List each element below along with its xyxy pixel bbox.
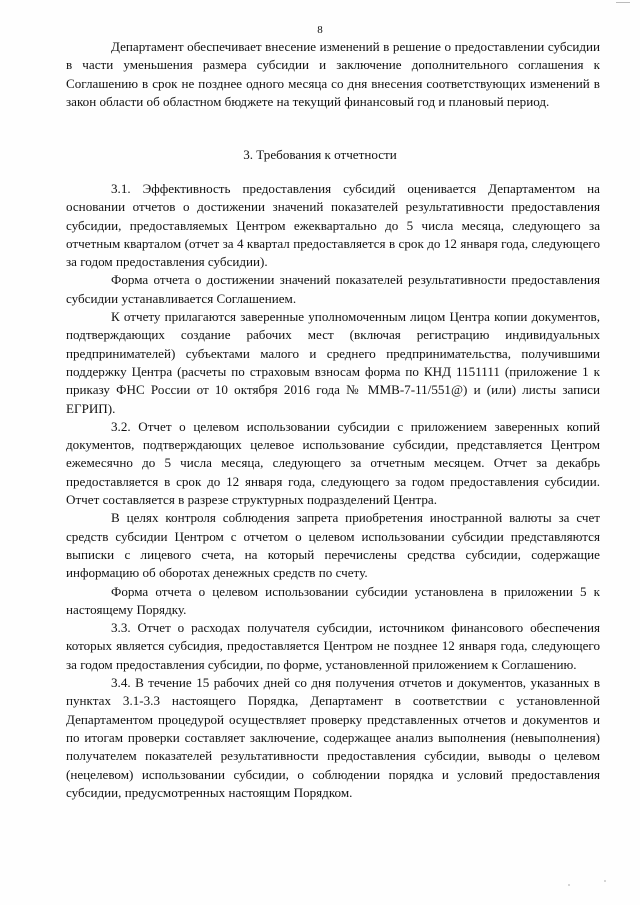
page-number: 8 xyxy=(317,24,323,36)
paragraph-currency-control: В целях контроля соблюдения запрета приобретения иностранной валюты за счет средств субсидии Центром с отчетом о целевом использовании субсидии представляются выписки с лицевого счета, на который перечислены средства субсидии, содержащие информацию об оборотах денежных средств по счету. xyxy=(66,510,600,581)
scan-artifact xyxy=(568,884,570,886)
paragraph-3-2: 3.2. Отчет о целевом использовании субсидии с приложением заверенных копий документов, подтверждающих целевое использование субсидии, представляется Центром ежемесячно до 5 числа месяца, следующего за отчетным месяцем. Отчет за декабрь предоставляется в срок до 12 января года, следующего за годом предоставления субсидии. Отчет составляется в разрезе структурных подразделений Центра. xyxy=(66,418,600,508)
intro-block xyxy=(66,38,600,111)
scan-artifact xyxy=(604,880,606,882)
paragraph-3-1: 3.1. Эффективность предоставления субсидий оценивается Департаментом на основании отчетов о достижении значений показателей результативности предоставления субсидии, предоставляемых Центром ежеквартально до 5 числа месяца, следующего за отчетным кварталом (отчет за 4 квартал предоставляется в срок до 12 января года, следующего за годом предоставления субсидии). xyxy=(66,181,600,270)
paragraph-report-form: Форма отчета о достижении значений показателей результативности предоставления субсидии устанавливается Соглашением. xyxy=(66,272,600,306)
section-heading: 3. Требования к отчетности xyxy=(243,147,397,162)
paragraph-target-use-form: Форма отчета о целевом использовании субсидии установлена в приложении 5 к настоящему Порядку. xyxy=(66,583,600,617)
intro-paragraph: Департамент обеспечивает внесение изменений в решение о предоставлении субсидии в части уменьшения размера субсидии и заключение дополнительного соглашения к Соглашению в срок не позднее одного месяца со дня внесения соответствующих изменений в закон области об областном бюджете на текущий финансовый год и плановый период. xyxy=(66,39,600,109)
paragraph-attachments: К отчету прилагаются заверенные уполномоченным лицом Центра копии документов, подтверждающих создание рабочих мест (включая регистрацию индивидуальных предпринимателей) субъектами малого и среднего предпринимательства, получившими поддержку Центра (расчеты по страховым взносам форма по КНД 1151111 (приложение 1 к приказу ФНС России от 10 октября 2016 года № ММВ-7-11/551@) и (или) листы записи ЕГРИП). xyxy=(66,309,600,416)
scan-artifact xyxy=(616,2,630,7)
section-body xyxy=(66,180,600,802)
paragraph-3-4: 3.4. В течение 15 рабочих дней со дня получения отчетов и документов, указанных в пунктах 3.1-3.3 настоящего Порядка, Департамент в соответствии с установленной Департаментом процедурой осуществляет проверку представленных отчетов и документов и по итогам проверки составляет заключение, содержащее анализ выполнения (невыполнения) получателем показателей результативности предоставления субсидии, выводы о целевом (нецелевом) использовании субсидии, о соблюдении порядка и условий предоставления субсидии, предусмотренных настоящим Порядком. xyxy=(66,675,600,800)
paragraph-3-3: 3.3. Отчет о расходах получателя субсидии, источником финансового обеспечения которых является субсидия, предоставляется Центром не позднее 12 января года, следующего за годом предоставления субсидии, по форме, установленной приложением к Соглашению. xyxy=(66,620,600,672)
